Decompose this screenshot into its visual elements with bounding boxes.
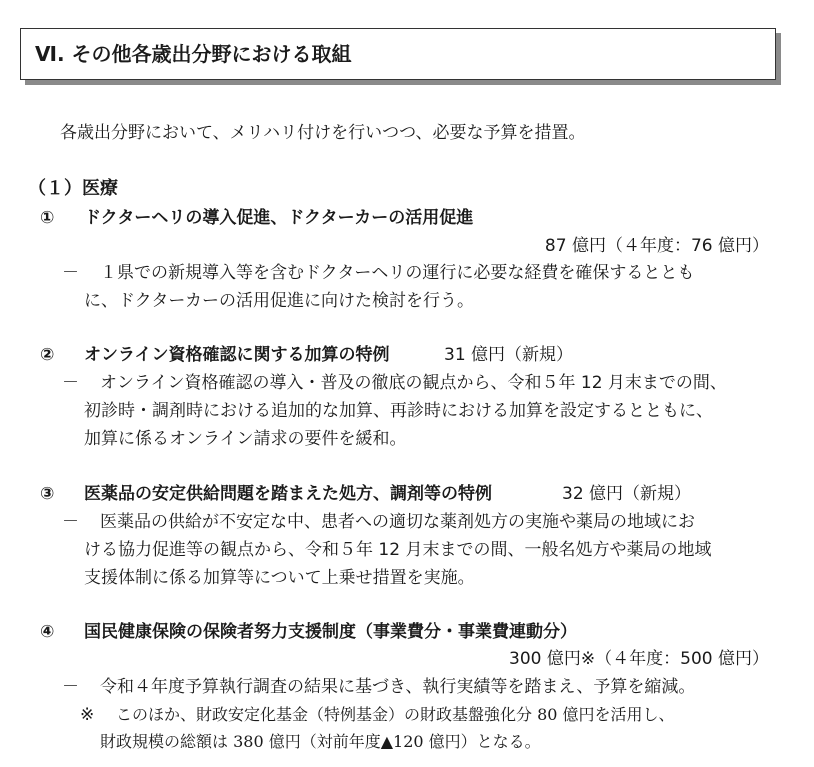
section-heading: Ⅵ. その他各歳出分野における取組 (20, 28, 776, 80)
item-4-marker: ④ (40, 622, 55, 642)
item-4-note-mark: ※ (80, 705, 95, 725)
item-1-amount: 87 億円（４年度：76 億円） (544, 236, 769, 256)
item-3-body-line: 支援体制に係る加算等について上乗せ措置を実施。 (84, 568, 475, 588)
item-3-marker: ③ (40, 484, 55, 504)
item-2-title: オンライン資格確認に関する加算の特例 (84, 345, 390, 365)
item-2-amount: 31 億円（新規） (444, 345, 574, 365)
item-4-dash: － (62, 677, 79, 697)
item-2-dash: － (62, 373, 79, 393)
item-3-title: 医薬品の安定供給問題を踏まえた処方、調剤等の特例 (84, 484, 492, 504)
category-heading: （１）医療 (28, 178, 118, 199)
item-4-note-line: このほか、財政安定化基金（特例基金）の財政基盤強化分 80 億円を活用し、 (116, 705, 675, 724)
item-4-note-line: 財政規模の総額は 380 億円（対前年度▲120 億円）となる。 (100, 732, 541, 751)
item-2-body-line: 加算に係るオンライン請求の要件を緩和。 (84, 429, 407, 449)
item-3-amount: 32 億円（新規） (562, 484, 692, 504)
item-1-dash: － (62, 263, 79, 283)
item-2-body-line: 初診時・調剤時における追加的な加算、再診時における加算を設定するとともに、 (84, 401, 713, 421)
item-1-marker: ① (40, 208, 55, 228)
item-2-marker: ② (40, 345, 55, 365)
item-4-body-line: 令和４年度予算執行調査の結果に基づき、執行実績等を踏まえ、予算を縮減。 (100, 677, 696, 697)
item-1-title: ドクターヘリの導入促進、ドクターカーの活用促進 (84, 208, 474, 228)
item-4-title: 国民健康保険の保険者努力支援制度（事業費分・事業費連動分） (84, 622, 577, 642)
item-4-amount: 300 億円※（４年度：500 億円） (509, 649, 769, 669)
item-3-dash: － (62, 512, 79, 532)
item-3-body-line: 医薬品の供給が不安定な中、患者への適切な薬剤処方の実施や薬局の地域にお (100, 512, 695, 532)
item-1-body-line: に、ドクターカーの活用促進に向けた検討を行う。 (84, 291, 474, 311)
item-1-body-line: １県での新規導入等を含むドクターヘリの運行に必要な経費を確保するととも (100, 263, 695, 283)
item-3-body-line: ける協力促進等の観点から、令和５年 12 月末までの間、一般名処方や薬局の地域 (84, 540, 712, 560)
intro-text: 各歳出分野において、メリハリ付けを行いつつ、必要な予算を措置。 (60, 123, 586, 143)
item-2-body-line: オンライン資格確認の導入・普及の徹底の観点から、令和５年 12 月末までの間、 (100, 373, 727, 393)
